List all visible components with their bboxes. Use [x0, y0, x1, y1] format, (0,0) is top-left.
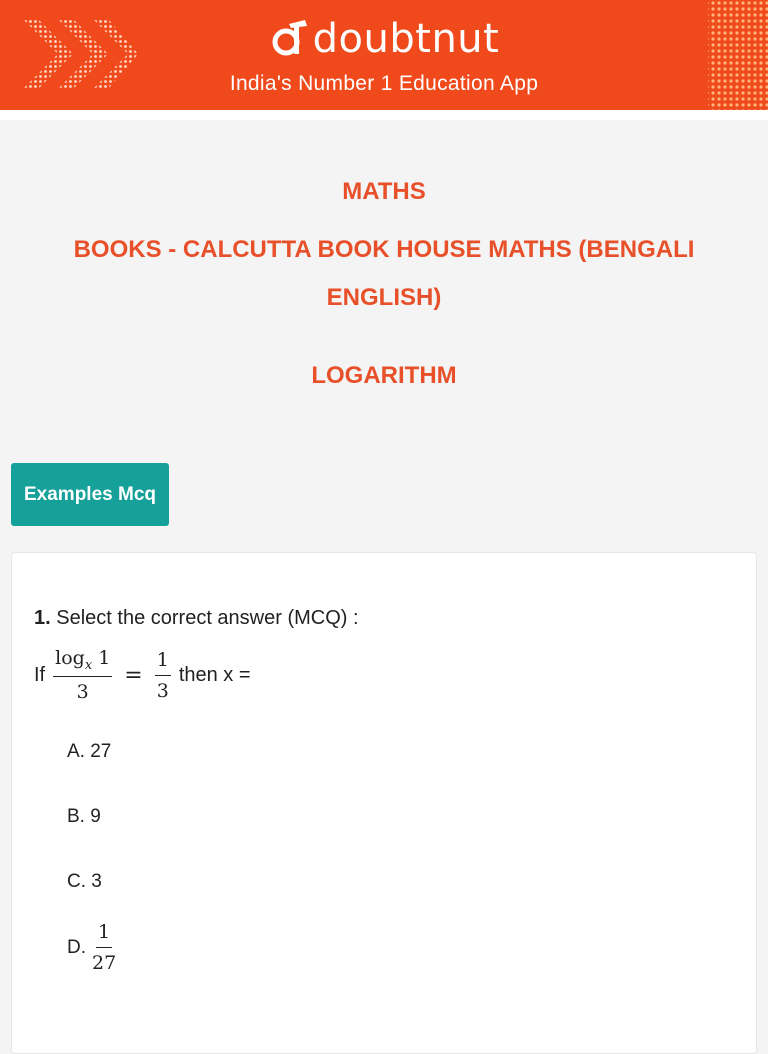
book-title: BOOKS - CALCUTTA BOOK HOUSE MATHS (BENGALI ENGLISH)	[73, 236, 695, 311]
rhs-denominator: 3	[156, 679, 169, 702]
log-base: x	[84, 657, 93, 673]
equals-sign: =	[124, 662, 143, 688]
chapter-title: LOGARITHM	[311, 362, 457, 389]
option-c-value: 3	[91, 871, 102, 892]
dot-pattern-icon	[704, 0, 768, 110]
then-text: then x =	[178, 663, 251, 686]
option-c-label: C.	[67, 871, 86, 892]
option-d-label: D.	[67, 936, 86, 958]
option-d-numerator: 1	[96, 921, 112, 948]
log-text: log	[55, 646, 85, 669]
doubtnut-logo[interactable]	[0, 16, 768, 62]
app-header	[0, 0, 768, 110]
option-d-denominator: 27	[92, 952, 117, 974]
option-b-label: B.	[67, 806, 85, 827]
option-d-fraction	[92, 921, 116, 974]
lhs-fraction	[53, 647, 112, 704]
option-a-label: A.	[67, 741, 85, 762]
question-card	[11, 552, 757, 1054]
option-d[interactable]	[67, 921, 124, 974]
header-divider	[0, 110, 768, 120]
doubtnut-logo-icon	[269, 18, 309, 58]
option-c[interactable]	[67, 871, 102, 893]
examples-mcq-tab[interactable]: Examples Mcq	[11, 463, 169, 526]
question-formula	[34, 645, 251, 705]
lhs-denominator: 3	[76, 681, 89, 704]
if-text: If	[34, 663, 46, 686]
option-b-value: 9	[90, 806, 101, 827]
question-prompt	[34, 607, 359, 630]
subject-title: MATHS	[342, 178, 426, 205]
option-a[interactable]	[67, 741, 111, 763]
tagline: India's Number 1 Education App	[229, 72, 539, 95]
lhs-numerator	[53, 647, 112, 678]
rhs-numerator: 1	[155, 649, 171, 676]
option-a-value: 27	[90, 741, 112, 762]
question-number: 1.	[34, 607, 51, 629]
log-argument: 1	[98, 646, 111, 669]
logo-text: doubtnut	[312, 16, 500, 62]
question-text: Select the correct answer (MCQ) :	[56, 607, 359, 629]
option-b[interactable]	[67, 806, 101, 828]
rhs-fraction	[155, 649, 171, 702]
page-titles	[40, 170, 728, 398]
